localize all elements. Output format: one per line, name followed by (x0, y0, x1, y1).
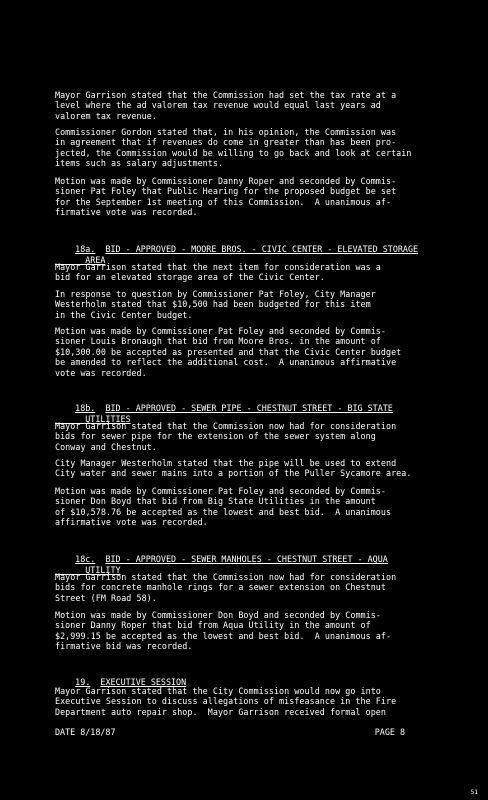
paragraph-executive-session: Mayor Garrison stated that the City Commission would now go into Executive Session to discuss allegations of misfeasance in the Fire Department auto repair shop. Mayor Garrison received formal open (55, 686, 397, 717)
paragraph-public-hearing-motion: Motion was made by Commissioner Danny Roper and seconded by Commis- sioner Pat Foley that Public Hearing for the proposed budget be set for the September 1st meeting of this Commission. A unanimous af- firmative vote was recorded. (55, 176, 397, 218)
paragraph-gordon-revenues: Commissioner Gordon stated that, in his opinion, the Commission was in agreement that if revenues do come in greater than has been pro- jected, the Commission would be willing to go back and look at certain items such as salary adjustments. (55, 127, 412, 169)
paragraph-big-state-motion: Motion was made by Commissioner Pat Foley and seconded by Commis- sioner Don Boyd that bid from Big State Utilities in the amount of $10,578.76 be accepted as the lowest and best bid. A unanimous affirmative vote was recorded. (55, 486, 392, 528)
paragraph-aqua-utility-motion: Motion was made by Commissioner Don Boyd and seconded by Commis- sioner Danny Roper that bid from Aqua Utility in the amount of $2,999.15 be accepted as the lowest and best bid. A unanimous af- firmative bid was recorded. (55, 610, 392, 652)
section-title: BID - APPROVED - MOORE BROS. - CIVIC CENTER - ELEVATED STORAGE AREA (85, 244, 419, 265)
corner-mark: 51 (470, 789, 478, 796)
footer-date: DATE 8/18/87 (55, 727, 116, 737)
paragraph-moore-bros-motion: Motion was made by Commissioner Pat Foley and seconded by Commis- sioner Louis Bronaugh that bid from Moore Bros. in the amount of $10,300.00 be accepted as presented and that the Civic Center budget be amended to reflect the additional cost. A unanimous affirmative vote was recorded. (55, 326, 402, 378)
section-title: BID - APPROVED - SEWER MANHOLES - CHESTNUT STREET - AQUA UTILITY (85, 554, 388, 575)
paragraph-elevated-storage: Mayor Garrison stated that the next item for consideration was a bid for an elevated storage area of the Civic Center. (55, 262, 381, 283)
page-footer (55, 727, 405, 737)
section-title: EXECUTIVE SESSION (100, 677, 187, 688)
paragraph-budget-question: In response to question by Commissioner Pat Foley, City Manager Westerholm stated that $10,500 had been budgeted for this item in the Civic Center budget. (55, 289, 376, 320)
paragraph-westerholm-pipe: City Manager Westerholm stated that the pipe will be used to extend City water and sewer mains into a portion of the Puller Sycamore area. (55, 458, 412, 479)
footer-page-number: PAGE 8 (374, 727, 405, 737)
section-number: 18a. (75, 244, 96, 255)
section-number: 18b. (75, 403, 96, 414)
section-number: 18c. (75, 554, 96, 565)
paragraph-manhole-bids: Mayor Garrison stated that the Commission now had for consideration bids for concrete manhole rings for a sewer extension on Chestnut Street (FM Road 58). (55, 572, 397, 603)
paragraph-sewer-pipe-bids: Mayor Garrison stated that the Commission now had for consideration bids for sewer pipe for the extension of the sewer system along Conway and Chestnut. (55, 421, 397, 452)
section-title: BID - APPROVED - SEWER PIPE - CHESTNUT STREET - BIG STATE UTILITIES (85, 403, 393, 424)
section-number: 19. (75, 677, 91, 688)
paragraph-tax-rate: Mayor Garrison stated that the Commission had set the tax rate at a level where the ad valorem tax revenue would equal last years ad valorem tax revenue. (55, 90, 397, 121)
